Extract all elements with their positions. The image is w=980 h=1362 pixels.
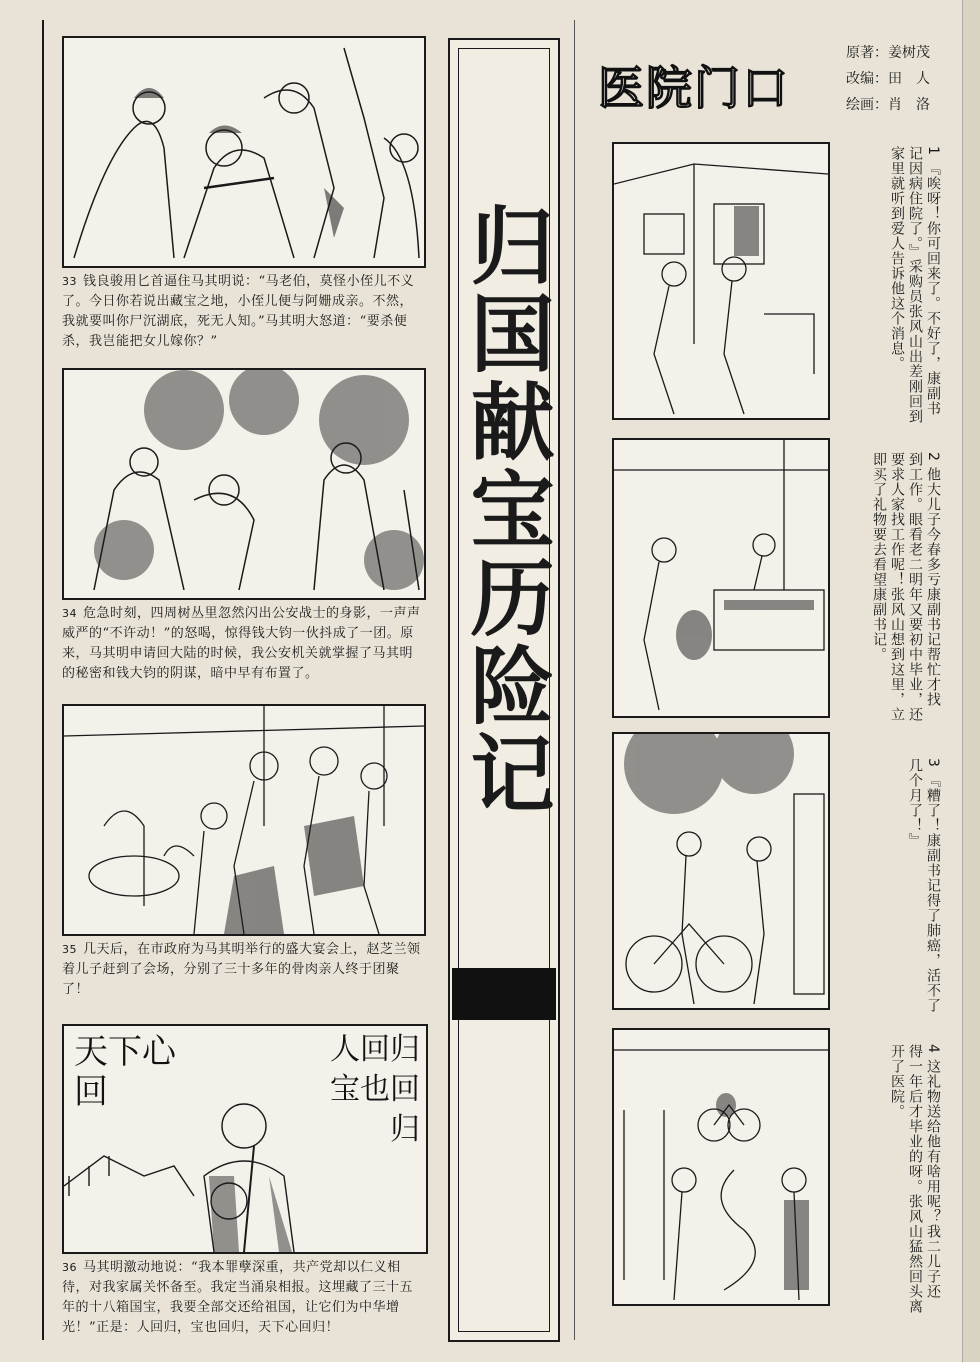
story-title: 医院门口 <box>598 61 790 115</box>
story-panel-2-text: 他大儿子今春多亏康副书记帮忙才找到工作。眼看老二明年又要初中毕业，还要求人家找工作呢！张风山想到这里，立即买了礼物要去看望康副书记。 <box>871 452 941 722</box>
title-black-bar <box>452 968 556 1020</box>
panel-33-number: 33 <box>62 275 77 288</box>
panel-34-caption <box>62 604 424 684</box>
story-panel-1-illustration <box>612 142 830 420</box>
calligraphy-line-renhuigui: 人回归 <box>330 1032 420 1067</box>
story-panel-4-caption <box>846 1044 942 1314</box>
story-panel-4-text: 这礼物送给他有啥用呢？我二儿子还得一年后才毕业的呀。张风山猛然回头离开了医院。 <box>889 1044 941 1314</box>
story-panel-1-number: 1 <box>925 146 941 156</box>
main-title: 归国献宝历险记 <box>457 202 555 818</box>
calligraphy-line-gui: 归 <box>390 1112 420 1147</box>
story-panel-2-number: 2 <box>925 452 941 462</box>
panel-35-text: 几天后，在市政府为马其明举行的盛大宴会上，赵芝兰领着儿子赶到了会场，分别了三十多年的骨肉亲人终于团聚了！ <box>62 942 421 997</box>
story-panel-3-text: 『糟了！康副书记得了肺癌，活不了几个月了！』 <box>907 758 941 1014</box>
panel-36-number: 36 <box>62 1261 77 1274</box>
calligraphy-line-baoyehui: 宝也回 <box>330 1072 420 1107</box>
credit-original: 原著：姜树茂 <box>846 45 930 61</box>
title-column <box>448 38 560 1342</box>
story-credits <box>846 40 966 118</box>
panel-34-number: 34 <box>62 607 77 620</box>
panel-34-text: 危急时刻，四周树丛里忽然闪出公安战士的身影，一声声威严的“不许动！”的怒喝，惊得钱大钧一伙抖成了一团。原来，马其明申请回大陆的时候，我公安机关就掌握了马其明的秘密和钱大钧的阴谋，暗中早有布置了。 <box>62 606 421 681</box>
calligraphy-line-tianxia: 天下心 <box>74 1032 176 1072</box>
panel-36-illustration <box>62 1024 428 1254</box>
panel-33-text: 钱良骏用匕首逼住马其明说：“马老伯，莫怪小侄儿不义了。今日你若说出藏宝之地，小侄儿便与阿姗成亲。不然，我就要叫你尸沉湖底，死无人知。”马其明大怒道：“要杀便杀，我岂能把女儿嫁你？” <box>62 274 415 349</box>
credit-artist: 绘画：肖 洛 <box>846 97 930 113</box>
calligraphy-left <box>74 1032 176 1112</box>
panel-35-number: 35 <box>62 943 77 956</box>
page-edge <box>962 0 980 1362</box>
story-panel-3-drawing <box>614 734 828 1008</box>
story-panel-1-text: 『唉呀！你可回来了。不好了，康副书记因病住院了。』采购员张风山出差刚回到家里就听到爱人告诉他这个消息。 <box>889 146 941 424</box>
story-panel-3-number: 3 <box>925 758 941 768</box>
panel-35-drawing <box>64 706 424 934</box>
panel-34-drawing <box>64 370 424 598</box>
panel-35-caption <box>62 940 424 1000</box>
panel-36-text: 马其明激动地说：“我本罪孽深重，共产党却以仁义相待，对我家属关怀备至。我定当涌泉相报。这埋藏了三十五年的十八箱国宝，我要全部交还给祖国，让它们为中华增光！”正是：人回归，宝也回归，天下心回归！ <box>62 1260 414 1335</box>
story-panel-4-illustration <box>612 1028 830 1306</box>
panel-36-caption <box>62 1258 424 1338</box>
panel-33-drawing <box>64 38 424 266</box>
story-panel-3-illustration <box>612 732 830 1010</box>
panel-33-illustration <box>62 36 426 268</box>
story-panel-2-illustration <box>612 438 830 718</box>
panel-35-illustration <box>62 704 426 936</box>
left-border-line <box>42 20 44 1340</box>
panel-34-illustration <box>62 368 426 600</box>
story-panel-4-number: 4 <box>925 1044 941 1054</box>
story-panel-3-caption <box>872 758 942 1018</box>
story-panel-4-drawing <box>614 1030 828 1304</box>
gutter-line <box>574 20 575 1340</box>
story-panel-1-caption <box>846 146 942 426</box>
credit-adapter: 改编：田 人 <box>846 71 930 87</box>
panel-33-caption <box>62 272 424 352</box>
calligraphy-right <box>324 1030 420 1150</box>
calligraphy-line-hui-2: 回 <box>74 1072 108 1112</box>
story-panel-2-caption <box>846 452 942 722</box>
story-panel-1-drawing <box>614 144 828 418</box>
story-panel-2-drawing <box>614 440 828 716</box>
